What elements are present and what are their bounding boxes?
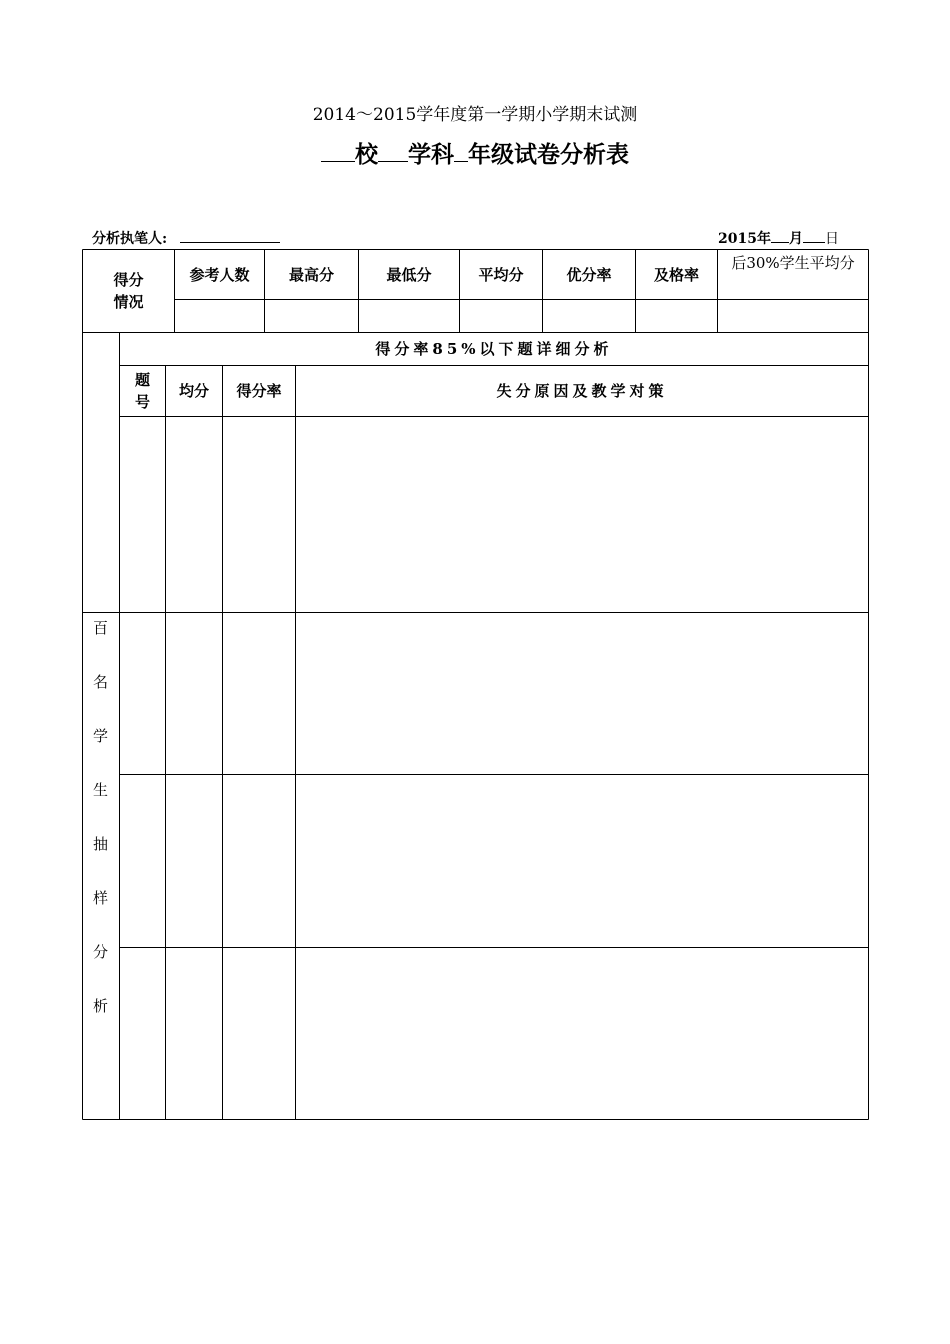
date-month: 月 [789, 231, 803, 247]
side-char: 样 [92, 889, 108, 907]
value-excellent-rate[interactable] [543, 300, 635, 332]
subject-label: 学科 [408, 141, 454, 168]
col-question-average: 均分 [178, 382, 209, 400]
value-participants[interactable] [175, 300, 264, 332]
side-char: 学 [92, 727, 108, 745]
writer-label: 分析执笔人: [92, 231, 168, 247]
col-bottom30-average: 后30%学生平均分 [731, 254, 855, 272]
col-excellent-rate: 优分率 [566, 265, 612, 284]
value-highest[interactable] [265, 300, 358, 332]
value-bottom30-average[interactable] [718, 300, 868, 332]
col-question-rate: 得分率 [236, 382, 282, 400]
side-char: 析 [92, 997, 108, 1015]
side-char: 生 [92, 781, 108, 799]
side-char: 抽 [92, 835, 108, 853]
score-row-label: 得分 情况 [113, 271, 144, 311]
date-day: 日 [825, 231, 839, 247]
side-char: 名 [92, 673, 108, 691]
side-char: 百 [92, 619, 108, 637]
col-question-number: 题 号 [134, 371, 150, 411]
value-average[interactable] [460, 300, 542, 332]
school-label: 校 [355, 141, 378, 168]
value-lowest[interactable] [359, 300, 459, 332]
table-row[interactable] [120, 417, 868, 612]
table-row[interactable] [120, 775, 868, 947]
detail-section-title: 得分率85%以下题详细分析 [375, 340, 613, 358]
table-row[interactable] [120, 948, 868, 1119]
value-pass-rate[interactable] [636, 300, 717, 332]
col-highest: 最高分 [288, 265, 334, 284]
document-title-line1: 2014～2015学年度第一学期小学期末试测 [312, 105, 638, 125]
col-lowest: 最低分 [386, 265, 432, 284]
title-rest: 年级试卷分析表 [468, 141, 629, 168]
date-year: 2015年 [718, 231, 771, 247]
col-reason-strategy: 失分原因及教学对策 [496, 382, 668, 400]
sample-analysis-side-label [82, 612, 119, 1044]
col-pass-rate: 及格率 [653, 265, 699, 284]
col-average: 平均分 [478, 265, 524, 284]
col-participants: 参考人数 [189, 265, 250, 284]
table-row[interactable] [120, 613, 868, 774]
side-char: 分 [92, 943, 108, 961]
